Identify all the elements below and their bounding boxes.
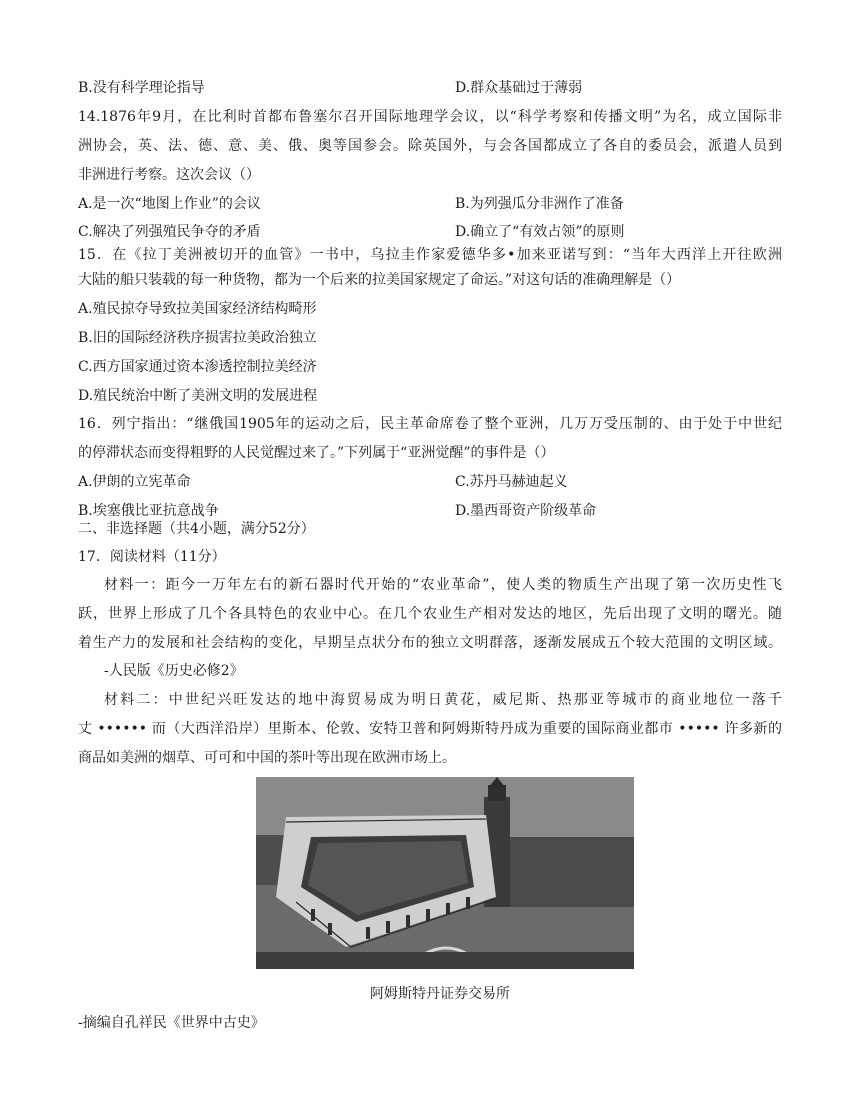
q13-option-b: B.没有科学理论指导 bbox=[78, 80, 205, 96]
material2-line-3: 商品如美洲的烟草、可可和中国的茶叶等出现在欧洲市场上。 bbox=[78, 750, 456, 766]
material1-line-2: 跃，世界上形成了几个各具特色的农业中心。在几个农业生产相对发达的地区，先后出现了文明的曙光。随 bbox=[78, 606, 782, 622]
material2-source: -摘编自孔祥民《世界中古史》 bbox=[78, 1015, 265, 1031]
q17-title: 17．阅读材料（11分） bbox=[78, 549, 226, 565]
material2-line-2: 丈 •••••• 而（大西洋沿岸）里斯本、伦敦、安特卫普和阿姆斯特丹成为重要的国际商业都市 ••••• 许多新的 bbox=[78, 721, 782, 737]
q15-stem-line-1: 15．在《拉丁美洲被切开的血管》一书中，乌拉圭作家爱德华多•加来亚诺写到：“当年大西洋上开往欧洲 bbox=[78, 247, 782, 263]
material1-line-3: 着生产力的发展和社会结构的变化，早期呈点状分布的独立文明群落，逐渐发展成五个较大范围的文明区域。 bbox=[78, 635, 782, 651]
material1-source: -人民版《历史必修2》 bbox=[104, 663, 244, 679]
q14-option-c: C.解决了列强殖民争夺的矛盾 bbox=[78, 224, 261, 240]
q13-option-d: D.群众基础过于薄弱 bbox=[455, 80, 583, 96]
q16-stem-line-1: 16．列宁指出：“继俄国1905年的运动之后，民主革命席卷了整个亚洲，几万万受压制的、由于处于中世纪 bbox=[78, 416, 782, 432]
q14-option-a: A.是一次“地图上作业”的会议 bbox=[78, 196, 261, 212]
q14-stem-line-2: 洲协会，英、法、德、意、美、俄、奥等国参会。除英国外，与会各国都成立了各自的委员会，派遣人员到 bbox=[78, 138, 782, 154]
material1-line-1: 材料一：距今一万年左右的新石器时代开始的“农业革命”，使人类的物质生产出现了第一次历史性飞 bbox=[104, 577, 782, 593]
q14-option-d: D.确立了“有效占领”的原则 bbox=[455, 224, 625, 240]
q14-stem-line-3: 非洲进行考察。这次会议（） bbox=[78, 167, 260, 183]
q15-option-b: B.旧的国际经济秩序损害拉美政治独立 bbox=[78, 330, 317, 346]
q15-option-a: A.殖民掠夺导致拉美国家经济结构畸形 bbox=[78, 301, 317, 317]
q14-stem-line-1: 14.1876年9月，在比利时首都布鲁塞尔召开国际地理学会议，以“科学考察和传播文明”为名，成立国际非 bbox=[78, 109, 782, 125]
q15-option-d: D.殖民统治中断了美洲文明的发展进程 bbox=[78, 388, 318, 404]
q15-stem-line-2: 大陆的船只装载的每一种货物，都为一个后来的拉美国家规定了命运。”对这句话的准确理解是（） bbox=[78, 272, 681, 288]
section-heading: 二、非选择题（共4小题，满分52分） bbox=[78, 521, 315, 537]
q16-option-c: C.苏丹马赫迪起义 bbox=[455, 474, 568, 490]
q16-stem-line-2: 的停滞状态而变得粗野的人民觉醒过来了。”下列属于“亚洲觉醒”的事件是（） bbox=[78, 445, 555, 461]
q15-option-c: C.西方国家通过资本渗透控制拉美经济 bbox=[78, 359, 317, 375]
amsterdam-exchange-engraving bbox=[256, 777, 634, 969]
q16-option-d: D.墨西哥资产阶级革命 bbox=[455, 503, 597, 519]
material2-line-1: 材料二：中世纪兴旺发达的地中海贸易成为明日黄花，威尼斯、热那亚等城市的商业地位一落千 bbox=[104, 692, 782, 708]
q16-option-b: B.埃塞俄比亚抗意战争 bbox=[78, 503, 219, 519]
figure-caption: 阿姆斯特丹证券交易所 bbox=[370, 986, 510, 1002]
q14-option-b: B.为列强瓜分非洲作了准备 bbox=[455, 196, 624, 212]
q16-option-a: A.伊朗的立宪革命 bbox=[78, 474, 191, 490]
